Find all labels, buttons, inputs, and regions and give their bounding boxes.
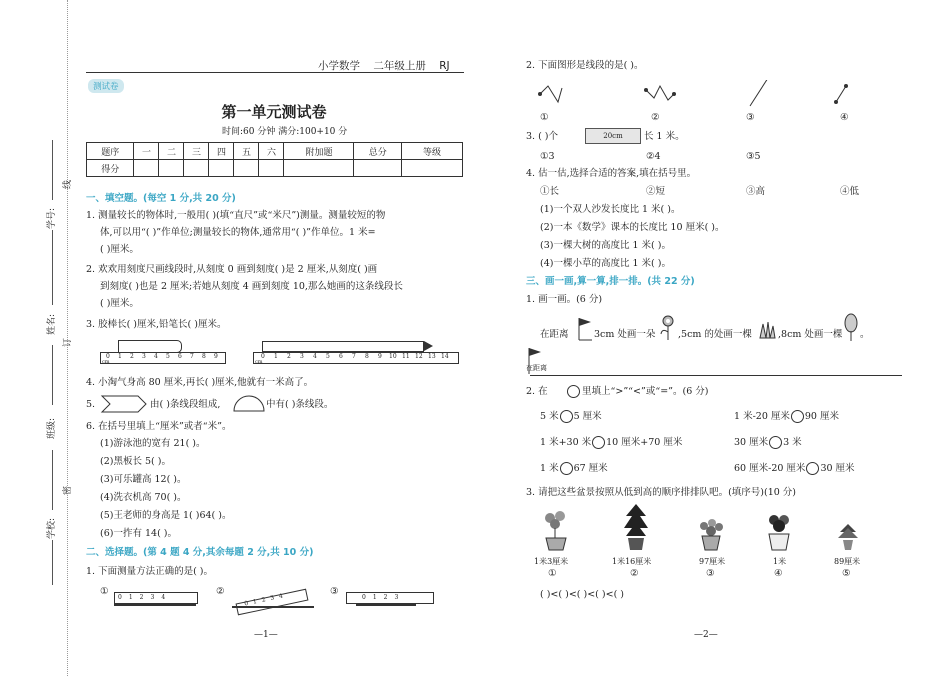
- ruler-unit: cm: [255, 359, 263, 365]
- compare-row: [540, 462, 608, 475]
- plant-number: ①: [548, 568, 557, 579]
- header: [318, 58, 450, 73]
- plant-4-image: [764, 512, 794, 552]
- score-input[interactable]: [159, 160, 184, 177]
- ruler-tick-label: 0: [106, 353, 110, 360]
- s2q3-opt: ③5: [746, 151, 761, 162]
- s2q2-mark: ④: [840, 112, 849, 123]
- label-banji: 班级:: [47, 417, 58, 440]
- ruler-unit: cm: [102, 359, 110, 365]
- compare-input-circle[interactable]: [806, 462, 819, 475]
- s2q2-mark: ②: [651, 112, 660, 123]
- ruler-tick-label: 3: [300, 353, 304, 360]
- ruler-tick-label: 7: [352, 353, 356, 360]
- tree-icon: [842, 313, 860, 343]
- s2q4-item: (2)一本《数学》课本的长度比 10 厘米( )。: [540, 222, 725, 233]
- s1q2-l2: 到刻度( )也是 2 厘米;若她从刻度 4 画到刻度 10,那么她画的这条线段长: [100, 281, 403, 292]
- compare-right: 67 厘米: [573, 463, 608, 474]
- binding-line: [52, 540, 53, 585]
- label-xuehao: 学号:: [47, 207, 58, 230]
- s2q4-opt: ①长: [540, 186, 560, 197]
- time-score: 时间:60 分钟 满分:100+10 分: [222, 127, 348, 137]
- plant-number: ②: [630, 568, 639, 579]
- start-flag-icon: [526, 346, 546, 376]
- s2q1-mark: ①: [100, 586, 109, 597]
- s3q2-a: 2. 在: [526, 386, 548, 397]
- ruler-tick-label: 10: [389, 353, 397, 360]
- header-subject: 小学数学: [318, 60, 360, 72]
- flag-icon: [576, 316, 594, 342]
- s1q5-b: 由( )条线段组成,: [150, 399, 221, 410]
- s2q2-mark: ①: [540, 112, 549, 123]
- mark-xian: 线: [63, 179, 74, 190]
- score-input[interactable]: [402, 160, 463, 177]
- score-cell: 等级: [402, 143, 463, 160]
- page-number-1: —1—: [254, 630, 278, 640]
- compare-left: 60 厘米-20 厘米: [734, 463, 806, 474]
- s1q2-l3: ( )厘米。: [100, 298, 139, 309]
- s1q5-num: 5.: [86, 399, 96, 410]
- plant-height: 89厘米: [834, 557, 861, 566]
- header-rule: [86, 72, 464, 73]
- compare-left: 5 米: [540, 411, 559, 422]
- ruler-tick-label: 0: [362, 594, 373, 601]
- score-input[interactable]: [134, 160, 159, 177]
- score-cell: 六: [259, 143, 284, 160]
- ruler-tick-label: 0: [243, 598, 254, 608]
- s2q2: 2. 下面图形是线段的是( )。: [526, 60, 644, 71]
- label-xuexiao: 学校:: [47, 517, 58, 540]
- compare-row: [734, 436, 802, 449]
- binding-line: [52, 345, 53, 405]
- compare-input-circle[interactable]: [791, 410, 804, 423]
- compare-input-circle[interactable]: [560, 462, 573, 475]
- score-input[interactable]: [234, 160, 259, 177]
- ruler-tick-label: 2: [383, 594, 395, 601]
- s3q1-b: 3cm 处画一朵: [594, 329, 656, 340]
- plant-height: 1米: [773, 557, 787, 566]
- compare-input-circle[interactable]: [769, 436, 782, 449]
- label-xingming: 姓名:: [47, 313, 58, 336]
- s1q6: 6. 在括号里填上“厘米”或者“米”。: [86, 421, 232, 432]
- ruler-tick-label: 5: [326, 353, 330, 360]
- compare-row: [540, 410, 602, 423]
- score-cell: 五: [234, 143, 259, 160]
- ruler-tick-label: 3: [150, 594, 162, 601]
- ruler-2-ticks: [253, 352, 457, 364]
- section2-title: 二、选择题。(第 4 题 4 分,其余每题 2 分,共 10 分): [86, 547, 314, 558]
- plant-height: 1米3厘米: [534, 557, 569, 566]
- s2q3-a: 3. ( )个: [526, 131, 559, 142]
- plant-3-image: [696, 518, 726, 552]
- s3q1: 1. 画一画。(6 分): [526, 294, 603, 305]
- page-title: 第一单元测试卷: [221, 103, 327, 121]
- semicircle-shape: [232, 393, 266, 413]
- s2q4-opt: ②短: [646, 186, 666, 197]
- plant-2-image: [618, 502, 654, 552]
- start-label: 在距离: [526, 364, 547, 372]
- plant-5-image: [836, 522, 860, 552]
- s1q1-l2: 体,可以用“( )”作单位;测量较长的物体,通常用“( )”作单位。1 米=: [100, 227, 376, 238]
- s1q2-l1: 2. 欢欢用刻度尺画线段时,从刻度 0 画到刻度( )是 2 厘米,从刻度( )画: [86, 264, 378, 275]
- ruler-tick-label: 11: [402, 353, 410, 360]
- ruler-tick-label: 2: [130, 353, 134, 360]
- s1q6-item: (1)游泳池的宽有 21( )。: [100, 438, 206, 449]
- ruler-tick-label: 1: [372, 594, 384, 601]
- s2q4-item: (4)一棵小草的高度比 1 米( )。: [540, 258, 671, 269]
- plant-number: ④: [774, 568, 783, 579]
- ruler-tick-label: 6: [178, 353, 182, 360]
- s1q1-l1: 1. 测量较长的物体时,一般用( )(填“直尺”或“米尺”)测量。测量较短的物: [86, 210, 386, 221]
- ruler-tick-label: 5: [166, 353, 170, 360]
- compare-row: [540, 436, 682, 449]
- measured-object-3: [356, 604, 416, 606]
- mark-mi: 密: [63, 485, 74, 496]
- header-edition: RJ: [439, 60, 450, 72]
- pencil-tip: [424, 341, 433, 351]
- compare-right: 90 厘米: [804, 411, 839, 422]
- s2q4-opt: ④低: [840, 186, 860, 197]
- drawing-baseline[interactable]: [530, 375, 902, 376]
- s1q6-item: (5)王老师的身高是 1( )64( )。: [100, 510, 232, 521]
- mark-ding: 订: [63, 337, 74, 348]
- score-cell: 题序: [87, 143, 134, 160]
- s1q6-item: (4)洗衣机高 70( )。: [100, 492, 187, 503]
- compare-left: 1 米+30 米: [540, 437, 592, 448]
- ruler-tick-label: 14: [441, 353, 449, 360]
- ruler-tick-label: 9: [214, 353, 218, 360]
- ruler-tick-label: 0: [261, 353, 265, 360]
- compare-circle: [567, 385, 580, 398]
- ruler-tick-label: 3: [394, 594, 406, 601]
- s2q3-b: 长 1 米。: [644, 131, 685, 142]
- measured-object-2: [232, 606, 314, 608]
- grass-icon: [758, 320, 776, 340]
- measured-object-1: [114, 604, 196, 606]
- s2q2-mark: ③: [746, 112, 755, 123]
- ruler-tick-label: 8: [202, 353, 206, 360]
- option-ruler-1-ticks: [118, 594, 172, 601]
- compare-left: 1 米: [540, 463, 559, 474]
- s2q4-item: (1)一个双人沙发长度比 1 米( )。: [540, 204, 681, 215]
- ruler-tick-label: 1: [274, 353, 278, 360]
- score-input[interactable]: [209, 160, 234, 177]
- s3q1-c: ,5cm 的处画一棵: [678, 329, 752, 340]
- score-input[interactable]: [259, 160, 284, 177]
- s3q3: 3. 请把这些盆景按照从低到高的顺序排排队吧。(填序号)(10 分): [526, 487, 797, 498]
- s3q2-b: 里填上“>”“<”或“=”。(6 分): [582, 386, 709, 397]
- s1q6-item: (6)一拃有 14( )。: [100, 528, 177, 539]
- compare-left: 30 厘米: [734, 437, 769, 448]
- ruler-tick-label: 0: [118, 594, 129, 601]
- section1-title: 一、填空题。(每空 1 分,共 20 分): [86, 193, 236, 204]
- binding-line: [52, 450, 53, 510]
- s3q1-a: 在距离: [540, 329, 569, 340]
- ruler-tick-label: 1: [128, 594, 140, 601]
- s1q6-item: (3)可乐罐高 12( )。: [100, 474, 187, 485]
- score-cell: 得分: [87, 160, 134, 177]
- compare-input-circle[interactable]: [560, 410, 573, 423]
- ruler-tick-label: 4: [278, 591, 289, 601]
- plant-height: 1米16厘米: [612, 557, 652, 566]
- score-table: [86, 142, 463, 177]
- ruler-tick-label: 1: [118, 353, 122, 360]
- s2q4-opt: ③高: [746, 186, 766, 197]
- ruler-tick-label: 8: [365, 353, 369, 360]
- s2q1: 1. 下面测量方法正确的是( )。: [86, 566, 214, 577]
- ruler-tick-label: 4: [313, 353, 317, 360]
- s1q4: 4. 小淘气身高 80 厘米,再长( )厘米,他就有一米高了。: [86, 377, 314, 388]
- ruler-tick-label: 6: [339, 353, 343, 360]
- compare-left: 1 米-20 厘米: [734, 411, 790, 422]
- ruler-tick-label: 1: [252, 596, 263, 606]
- ruler-tick-label: 3: [269, 593, 280, 603]
- ruler-tick-label: 3: [142, 353, 146, 360]
- compare-right: 30 厘米: [820, 463, 855, 474]
- score-cell: 总分: [354, 143, 402, 160]
- badge: 测试卷: [88, 79, 124, 93]
- score-input[interactable]: [354, 160, 402, 177]
- score-cell: 四: [209, 143, 234, 160]
- score-input[interactable]: [184, 160, 209, 177]
- section3-title: 三、画一画,算一算,排一排。(共 22 分): [526, 276, 695, 287]
- score-cell: 三: [184, 143, 209, 160]
- s3q1-d: ,8cm 处画一棵: [778, 329, 843, 340]
- ruler-tick-label: 9: [378, 353, 382, 360]
- ruler-tick-label: 2: [287, 353, 291, 360]
- s1q6-item: (2)黑板长 5( )。: [100, 456, 171, 467]
- s2q4: 4. 估一估,选择合适的答案,填在括号里。: [526, 168, 697, 179]
- compare-right: 10 厘米+70 厘米: [606, 437, 683, 448]
- plant-1-image: [538, 508, 574, 552]
- score-cell: 二: [159, 143, 184, 160]
- ruler-tick-label: 7: [190, 353, 194, 360]
- header-grade: 二年级上册: [373, 60, 426, 72]
- plant-height: 97厘米: [699, 557, 726, 566]
- s3q1-e: 。: [860, 329, 870, 340]
- ruler-tick-label: 4: [161, 594, 173, 601]
- flower-icon: [658, 314, 678, 342]
- ruler-1-ticks: [100, 352, 224, 364]
- line-figures: [536, 80, 876, 110]
- pencil: [262, 341, 424, 352]
- score-cell: 附加题: [284, 143, 354, 160]
- page-number-2: —2—: [694, 630, 718, 640]
- binding-line: [52, 140, 53, 200]
- compare-right: 3 米: [783, 437, 802, 448]
- compare-right: 5 厘米: [573, 411, 602, 422]
- plant-number: ⑤: [842, 568, 851, 579]
- compare-input-circle[interactable]: [592, 436, 605, 449]
- score-cell: 一: [134, 143, 159, 160]
- ruler-tick-label: 2: [139, 594, 151, 601]
- s1q1-l3: ( )厘米。: [100, 244, 139, 255]
- compare-row: [734, 410, 839, 423]
- s2q1-mark: ③: [330, 586, 339, 597]
- s2q3-opt: ①3: [540, 151, 555, 162]
- order-answer[interactable]: ( )<( )<( )<( )<( ): [540, 589, 625, 600]
- pencil-20cm: 20cm: [585, 128, 641, 144]
- s2q3-opt: ②4: [646, 151, 661, 162]
- compare-row: [734, 462, 855, 475]
- ruler-tick-label: 13: [428, 353, 436, 360]
- plant-number: ③: [706, 568, 715, 579]
- ruler-tick-label: 4: [154, 353, 158, 360]
- s2q1-mark: ②: [216, 586, 225, 597]
- option-ruler-3-ticks: [362, 594, 405, 601]
- s1q5-c: 中有( )条线段。: [266, 399, 334, 410]
- ruler-tick-label: 12: [415, 353, 423, 360]
- ruler-tick-label: 2: [261, 595, 272, 604]
- binding-line: [52, 230, 53, 305]
- s1q3: 3. 胶棒长( )厘米,铅笔长( )厘米。: [86, 319, 227, 330]
- s2q4-item: (3)一棵大树的高度比 1 米( )。: [540, 240, 671, 251]
- pentagon-arrow-shape: [100, 394, 150, 414]
- score-input[interactable]: [284, 160, 354, 177]
